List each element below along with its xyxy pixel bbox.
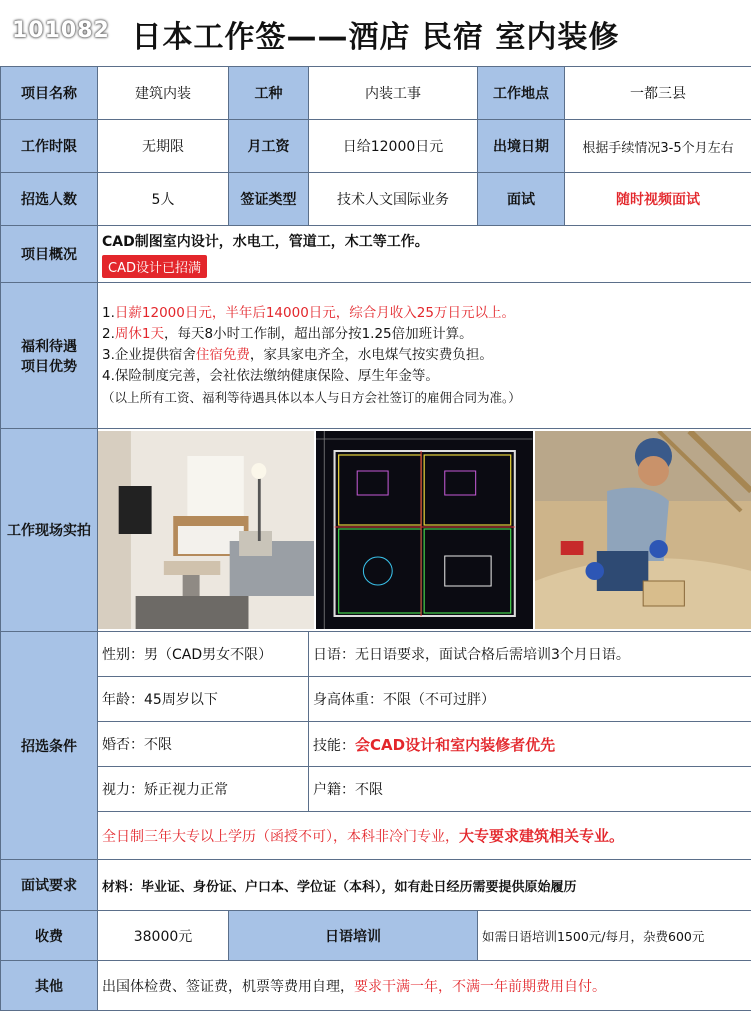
req-marriage: 婚否：不限 <box>98 722 309 767</box>
req-body: 身高体重：不限（不可过胖） <box>309 677 751 722</box>
hotel-room-illustration <box>98 431 314 629</box>
requirements-label: 招选条件 <box>1 632 98 860</box>
photos-label: 工作现场实拍 <box>1 429 98 632</box>
salary-value: 日给12000日元 <box>309 120 478 173</box>
fee-label: 收费 <box>1 911 98 961</box>
interview-value: 随时视频面试 <box>565 173 751 226</box>
row-req-1 <box>1 632 751 677</box>
page-title: 日本工作签——酒店 民宿 室内装修 <box>131 20 620 55</box>
work-location-label: 工作地点 <box>478 67 565 120</box>
other-text-highlight: 要求干满一年，不满一年前期费用自付。 <box>354 978 606 995</box>
row-project <box>1 67 751 120</box>
benefit-item-3 <box>102 345 747 366</box>
salary-label: 月工资 <box>229 120 309 173</box>
training-label: 日语培训 <box>229 911 478 961</box>
interview-label: 面试 <box>478 173 565 226</box>
headcount-value: 5人 <box>98 173 229 226</box>
benefit-note: （以上所有工资、福利等待遇具体以本人与日方会社签订的雇佣合同为准。） <box>102 390 521 405</box>
job-type-label: 工种 <box>229 67 309 120</box>
job-table <box>0 66 751 1011</box>
headcount-label: 招选人数 <box>1 173 98 226</box>
benefits-list <box>98 283 751 429</box>
work-location-value: 一都三县 <box>565 67 751 120</box>
training-value: 如需日语培训1500元/每月，杂费600元 <box>478 911 751 961</box>
req-skill-highlight: 会CAD设计和室内装修者优先 <box>355 735 556 754</box>
row-req-2 <box>1 677 751 722</box>
fee-value: 38000元 <box>98 911 229 961</box>
photos-cell <box>98 429 751 632</box>
visa-type-label: 签证类型 <box>229 173 309 226</box>
req-japanese: 日语：无日语要求，面试合格后需培训3个月日语。 <box>309 632 751 677</box>
other-text-plain: 出国体检费、签证费，机票等费用自理， <box>102 978 354 995</box>
req-vision: 视力：矫正视力正常 <box>98 767 309 812</box>
job-code: 101082 <box>12 18 110 43</box>
benefit-item-4: 4.保险制度完善，会社依法缴纳健康保险、厚生年金等。 <box>102 368 439 384</box>
row-term <box>1 120 751 173</box>
row-headcount <box>1 173 751 226</box>
req-skill-prefix: 技能： <box>313 737 355 754</box>
benefit-item-3-highlight: 住宿免费 <box>195 347 250 363</box>
benefit-item-3-prefix: 3.企业提供宿舍 <box>102 347 196 363</box>
departure-label: 出境日期 <box>478 120 565 173</box>
project-name-label: 项目名称 <box>1 67 98 120</box>
overview-text: CAD制图室内设计，水电工，管道工，木工等工作。 <box>102 233 429 250</box>
row-benefits <box>1 283 751 429</box>
benefit-item-2-prefix: 2. <box>102 326 115 342</box>
departure-value: 根据手续情况3-5个月左右 <box>565 120 751 173</box>
benefit-item-3-text: ，家具家电齐全，水电煤气按实费负担。 <box>249 347 493 363</box>
benefit-item-1-prefix: 1. <box>102 305 115 321</box>
benefit-item-2-text: ，每天8小时工作制，超出部分按1.25倍加班计算。 <box>163 326 473 342</box>
row-req-3 <box>1 722 751 767</box>
hotel-room-photo <box>98 431 314 629</box>
interview-req-text: 材料：毕业证、身份证、户口本、学位证（本科），如有赴日经历需要提供原始履历 <box>98 860 751 911</box>
row-other <box>1 961 751 1011</box>
header <box>0 0 751 66</box>
cad-floorplan-illustration <box>316 431 532 629</box>
row-interview <box>1 860 751 911</box>
req-hukou: 户籍：不限 <box>309 767 751 812</box>
benefit-item-1-highlight: 日薪12000日元，半年后14000日元，综合月收入25万日元以上。 <box>114 305 515 321</box>
recruited-full-badge: CAD设计已招满 <box>102 255 207 278</box>
worker-photo <box>535 431 751 629</box>
photo-strip <box>98 429 751 631</box>
row-req-5 <box>1 812 751 860</box>
overview-cell <box>98 226 751 283</box>
req-age: 年龄：45周岁以下 <box>98 677 309 722</box>
benefits-label <box>1 283 98 429</box>
work-term-label: 工作时限 <box>1 120 98 173</box>
req-education <box>98 812 751 860</box>
benefits-label-line1: 福利待遇 <box>21 338 77 355</box>
row-photos <box>1 429 751 632</box>
project-name-value: 建筑内装 <box>98 67 229 120</box>
overview-label: 项目概况 <box>1 226 98 283</box>
benefit-item-2-highlight: 周休1天 <box>114 326 164 342</box>
job-type-value: 内装工事 <box>309 67 478 120</box>
req-education-highlight: 大专要求建筑相关专业。 <box>459 827 625 845</box>
req-skill <box>309 722 751 767</box>
work-term-value: 无期限 <box>98 120 229 173</box>
other-label: 其他 <box>1 961 98 1011</box>
cad-drawing-photo <box>316 431 532 629</box>
visa-type-value: 技术人文国际业务 <box>309 173 478 226</box>
row-req-4 <box>1 767 751 812</box>
benefits-label-line2: 项目优势 <box>21 358 77 375</box>
benefit-item-1 <box>102 303 747 324</box>
row-fee <box>1 911 751 961</box>
req-gender: 性别：男（CAD男女不限） <box>98 632 309 677</box>
other-text <box>98 961 751 1011</box>
row-overview <box>1 226 751 283</box>
interview-req-label: 面试要求 <box>1 860 98 911</box>
req-education-text: 全日制三年大专以上学历（函授不可），本科非冷门专业， <box>102 829 459 845</box>
worker-illustration <box>535 431 751 629</box>
benefit-item-2 <box>102 324 747 345</box>
